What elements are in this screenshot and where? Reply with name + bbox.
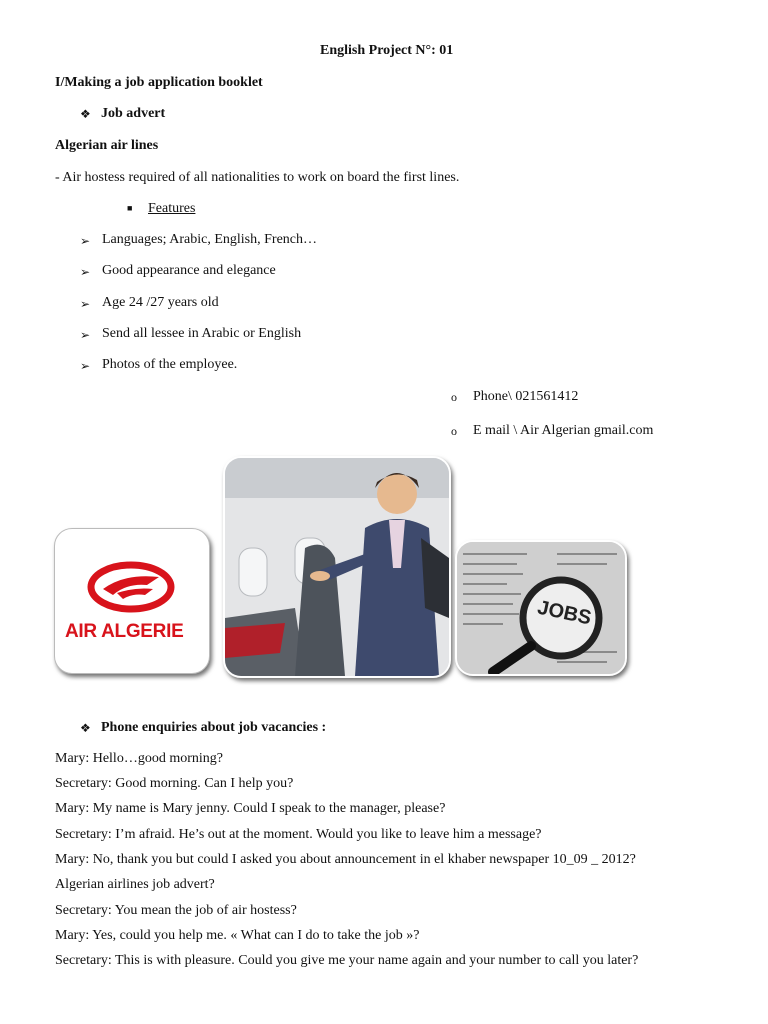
dialogue-line: Secretary: I’m afraid. He’s out at the moment. Would you like to leave him a message? bbox=[55, 827, 542, 842]
feature-item: Age 24 /27 years old bbox=[102, 295, 219, 310]
features-label: Features bbox=[148, 201, 196, 216]
dialogue-line: Mary: Yes, could you help me. « What can I do to take the job »? bbox=[55, 928, 420, 943]
airline-emblem-icon bbox=[55, 529, 209, 673]
dialogue-line: Secretary: Good morning. Can I help you? bbox=[55, 776, 294, 791]
diamond-bullet-icon: ❖ bbox=[80, 721, 91, 735]
diamond-bullet-icon: ❖ bbox=[80, 107, 91, 121]
jobs-newspaper-photo bbox=[455, 540, 627, 676]
arrow-bullet-icon: ➢ bbox=[80, 359, 91, 373]
advert-intro: - Air hostess required of all nationalities to work on board the first lines. bbox=[55, 170, 460, 185]
company-name: Algerian air lines bbox=[55, 138, 159, 153]
dialogue-line: Mary: My name is Mary jenny. Could I speak to the manager, please? bbox=[55, 801, 446, 816]
phone-enquiries-heading: Phone enquiries about job vacancies : bbox=[101, 720, 327, 735]
feature-item: Send all lessee in Arabic or English bbox=[102, 326, 302, 341]
dialogue-line: Secretary: This is with pleasure. Could you give me your name again and your number to call you later? bbox=[55, 953, 639, 968]
dialogue-line: Algerian airlines job advert? bbox=[55, 877, 215, 892]
feature-item: Good appearance and elegance bbox=[102, 263, 276, 278]
circle-bullet-icon: o bbox=[451, 390, 457, 404]
feature-item: Languages; Arabic, English, French… bbox=[102, 232, 318, 247]
dialogue-line: Mary: Hello…good morning? bbox=[55, 751, 223, 766]
page-title: English Project N°: 01 bbox=[320, 43, 454, 58]
arrow-bullet-icon: ➢ bbox=[80, 265, 91, 279]
jobs-text: JOBS bbox=[535, 596, 594, 630]
air-algerie-logo bbox=[54, 528, 210, 674]
feature-item: Photos of the employee. bbox=[102, 357, 238, 372]
air-hostess-photo bbox=[223, 456, 451, 678]
square-bullet-icon: ■ bbox=[127, 203, 133, 213]
section-heading: I/Making a job application booklet bbox=[55, 75, 263, 90]
dialogue-line: Secretary: You mean the job of air hostess? bbox=[55, 903, 297, 918]
cabin-scene-icon bbox=[225, 458, 449, 676]
dialogue-line: Mary: No, thank you but could I asked you about announcement in el khaber newspaper 10_09 _ 2012? bbox=[55, 852, 636, 867]
job-advert-heading: Job advert bbox=[101, 106, 166, 121]
arrow-bullet-icon: ➢ bbox=[80, 234, 91, 248]
logo-text: AIR ALGERIE bbox=[65, 621, 184, 642]
contact-email: E mail \ Air Algerian gmail.com bbox=[473, 423, 654, 438]
contact-phone: Phone\ 021561412 bbox=[473, 389, 579, 404]
arrow-bullet-icon: ➢ bbox=[80, 328, 91, 342]
arrow-bullet-icon: ➢ bbox=[80, 297, 91, 311]
circle-bullet-icon: o bbox=[451, 424, 457, 438]
